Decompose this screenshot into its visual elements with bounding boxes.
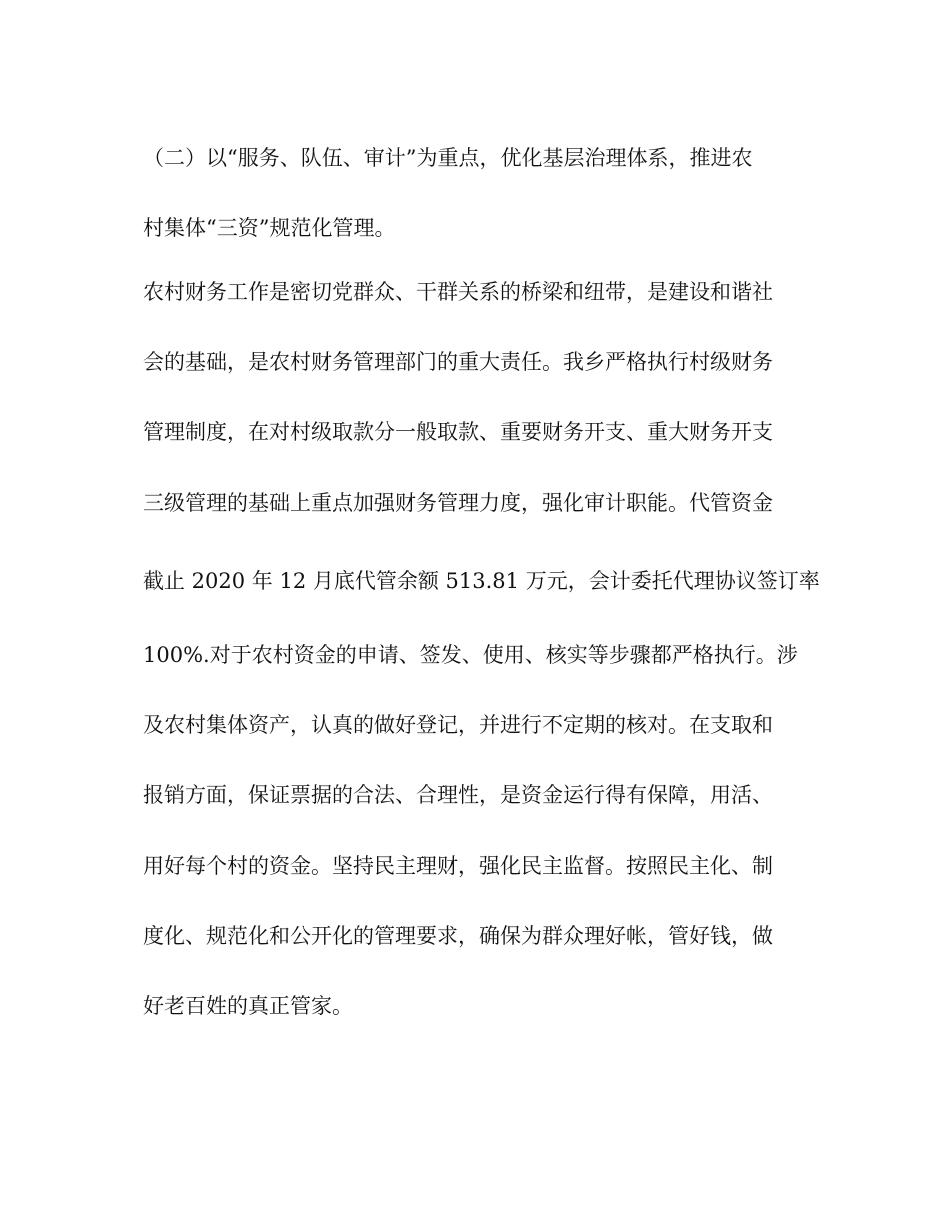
paragraph-line-2: 会的基础，是农村财务管理部门的重大责任。我乡严格执行村级财务: [143, 350, 773, 374]
paragraph-line-8: 报销方面，保证票据的合法、合理性，是资金运行得有保障，用活、: [143, 783, 773, 807]
paragraph-line-4: 三级管理的基础上重点加强财务管理力度，强化审计职能。代管资金: [143, 491, 773, 515]
paragraph-line-6: 100%.对于农村资金的申请、签发、使用、核实等步骤都严格执行。涉: [143, 643, 798, 667]
paragraph-line-5: 截止 2020 年 12 月底代管余额 513.81 万元，会计委托代理协议签订率: [143, 569, 820, 593]
heading-line-2: 村集体“三资”规范化管理。: [143, 216, 396, 240]
heading-line-1: （二）以“服务、队伍、审计”为重点，优化基层治理体系，推进农: [143, 146, 753, 170]
paragraph-line-9: 用好每个村的资金。坚持民主理财，强化民主监督。按照民主化、制: [143, 854, 773, 878]
paragraph-line-3: 管理制度，在对村级取款分一般取款、重要财务开支、重大财务开支: [143, 420, 773, 444]
paragraph-line-10: 度化、规范化和公开化的管理要求，确保为群众理好帐，管好钱，做: [143, 924, 773, 948]
paragraph-line-1: 农村财务工作是密切党群众、干群关系的桥梁和纽带，是建设和谐社: [143, 280, 773, 304]
paragraph-line-11: 好老百姓的真正管家。: [143, 994, 353, 1018]
paragraph-line-7: 及农村集体资产，认真的做好登记，并进行不定期的核对。在支取和: [143, 713, 773, 737]
